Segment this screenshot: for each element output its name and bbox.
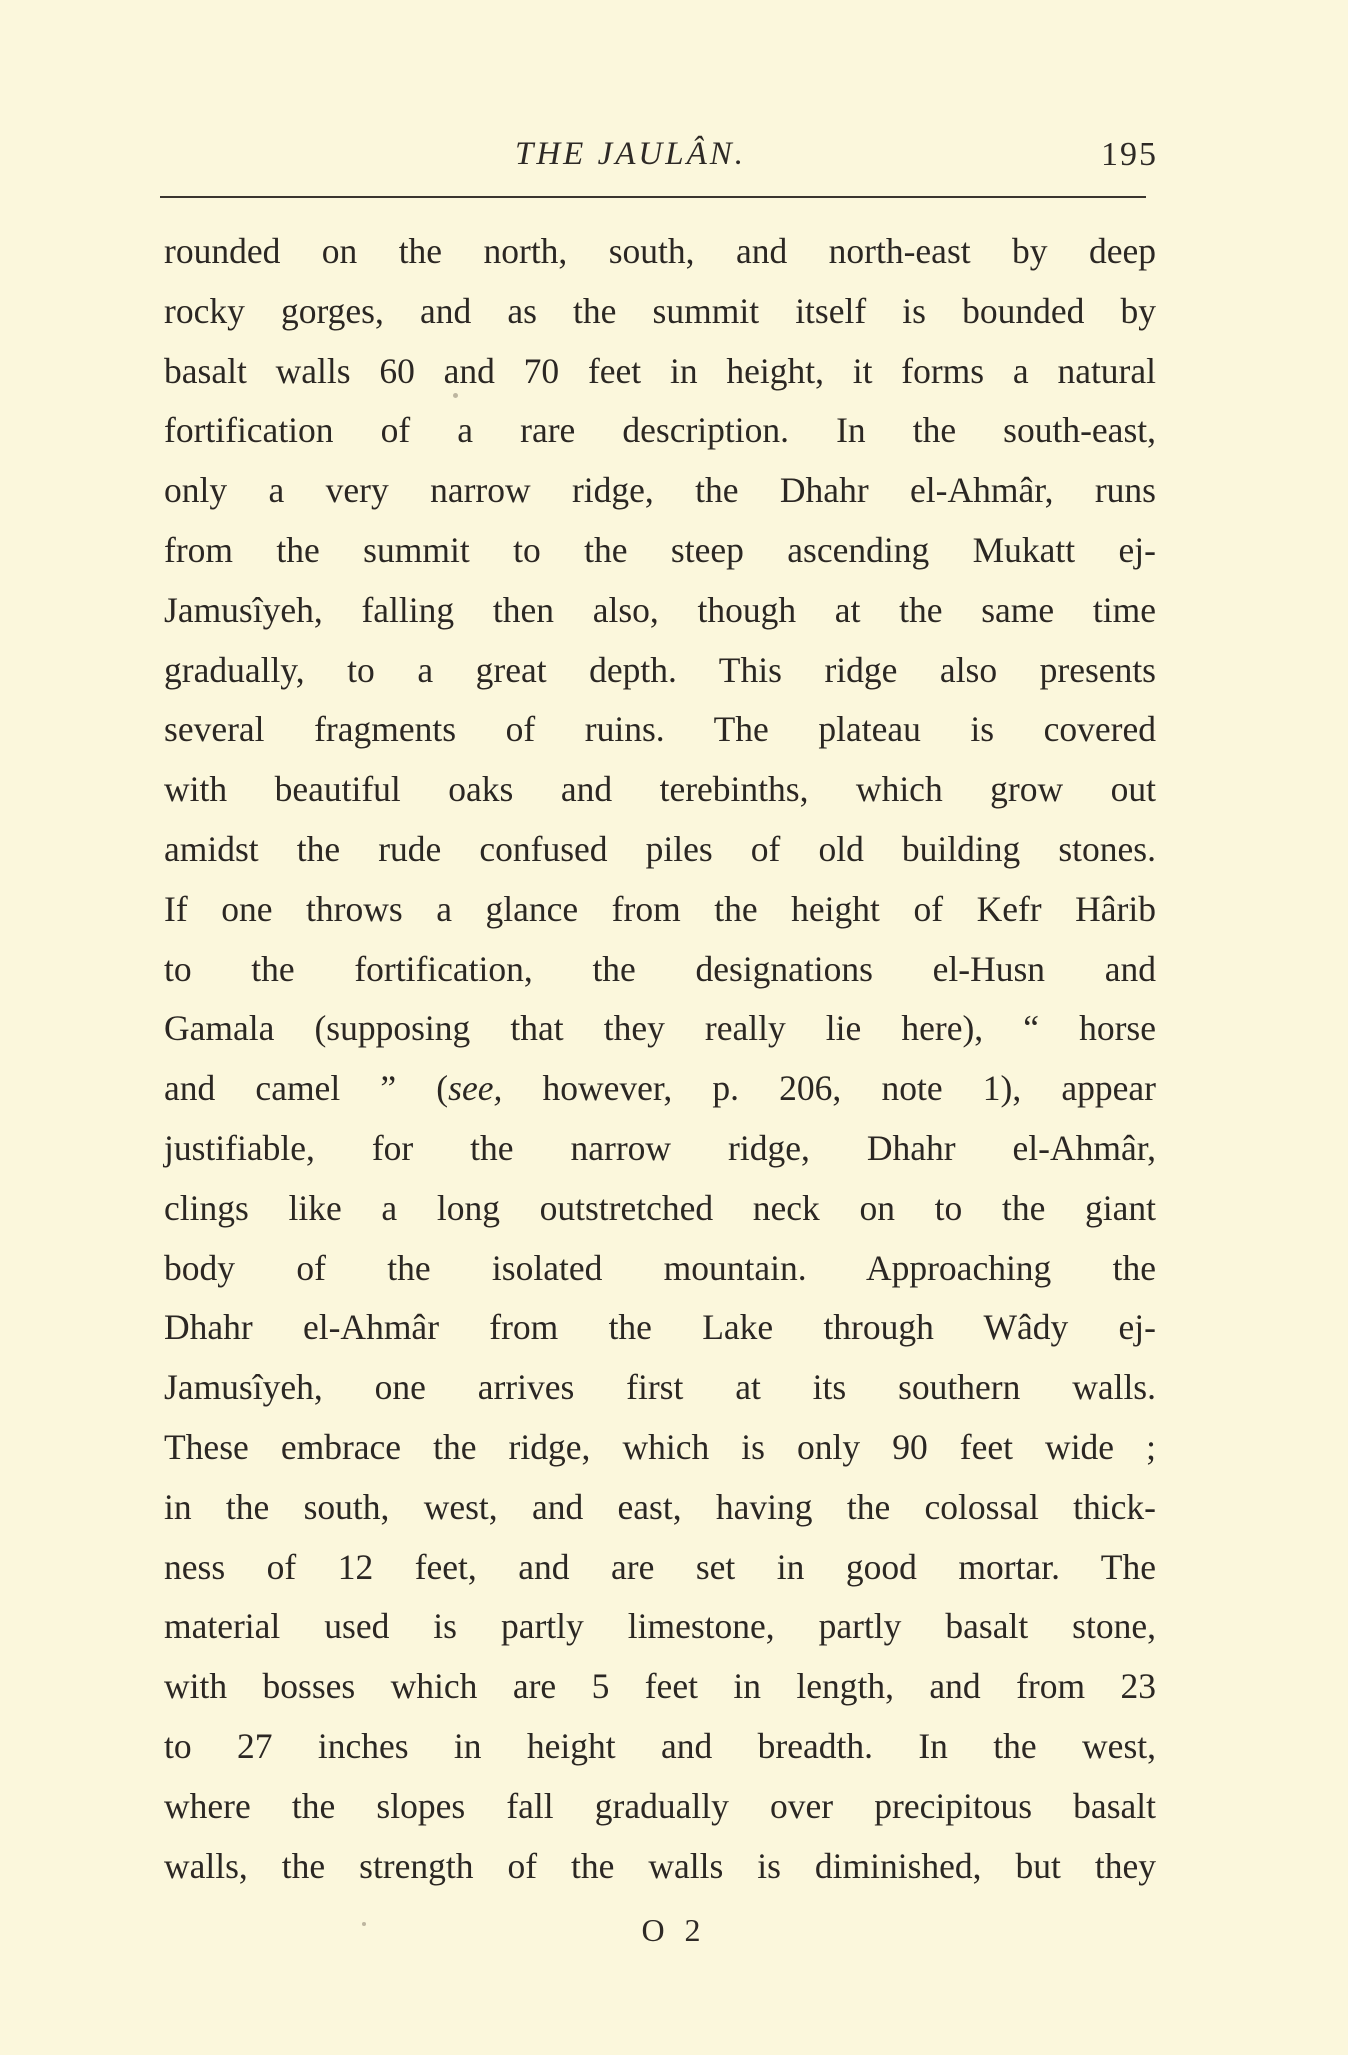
text-line: only a very narrow ridge, the Dhahr el-Ahmâr, runs xyxy=(164,470,1156,511)
text-line: gradually, to a great depth. This ridge also presents xyxy=(164,649,1156,690)
text-line: amidst the rude confused piles of old building stones. xyxy=(164,828,1156,869)
text-segment: however, p. 206, note 1), appear xyxy=(502,1068,1156,1109)
page-header xyxy=(160,128,1160,178)
header-rule xyxy=(160,196,1146,198)
page-number: 195 xyxy=(1101,136,1158,173)
running-head: THE JAULÂN. xyxy=(515,136,746,172)
text-line: to 27 inches in height and breadth. In the west, xyxy=(164,1725,1156,1766)
signature-mark: O 2 xyxy=(641,1912,707,1948)
text-line: ness of 12 feet, and are set in good mortar. The xyxy=(164,1546,1156,1587)
text-line: If one throws a glance from the height of Kefr Hârib xyxy=(164,888,1156,929)
text-line: These embrace the ridge, which is only 90 feet wide ; xyxy=(164,1426,1156,1467)
text-segment: and camel ” ( xyxy=(164,1068,449,1109)
text-line: walls, the strength of the walls is diminished, but they xyxy=(164,1845,1156,1886)
text-line: Jamusîyeh, falling then also, though at the same time xyxy=(164,589,1156,630)
text-line: material used is partly limestone, partly basalt stone, xyxy=(164,1606,1156,1647)
text-line: justifiable, for the narrow ridge, Dhahr el-Ahmâr, xyxy=(164,1127,1156,1168)
text-line: Dhahr el-Ahmâr from the Lake through Wâdy ej- xyxy=(164,1307,1156,1348)
text-line: body of the isolated mountain. Approaching the xyxy=(164,1247,1156,1288)
italic-segment: see, xyxy=(448,1068,503,1109)
text-line: fortification of a rare description. In the south-east, xyxy=(164,410,1156,451)
text-line: rounded on the north, south, and north-east by deep xyxy=(164,231,1156,271)
paper-speck xyxy=(362,1922,366,1926)
text-line: with bosses which are 5 feet in length, and from 23 xyxy=(164,1666,1156,1707)
text-line: several fragments of ruins. The plateau is covered xyxy=(164,709,1156,750)
text-line: clings like a long outstretched neck on to the giant xyxy=(164,1187,1156,1228)
text-line: with beautiful oaks and terebinths, which grow out xyxy=(164,769,1156,810)
paper-speck xyxy=(453,393,458,398)
text-line: rocky gorges, and as the summit itself is bounded by xyxy=(164,290,1156,331)
text-line: where the slopes fall gradually over precipitous basalt xyxy=(164,1785,1156,1826)
text-line: from the summit to the steep ascending Mukatt ej- xyxy=(164,529,1156,570)
text-line: basalt walls 60 and 70 feet in height, it forms a natural xyxy=(164,350,1156,391)
text-line xyxy=(164,1059,1156,1119)
body-text xyxy=(164,222,1156,1896)
text-line: Gamala (supposing that they really lie here), “ horse xyxy=(164,1008,1156,1049)
text-line: to the fortification, the designations el-Husn and xyxy=(164,948,1156,989)
text-line: in the south, west, and east, having the colossal thick- xyxy=(164,1486,1156,1527)
text-line: Jamusîyeh, one arrives first at its southern walls. xyxy=(164,1367,1156,1408)
